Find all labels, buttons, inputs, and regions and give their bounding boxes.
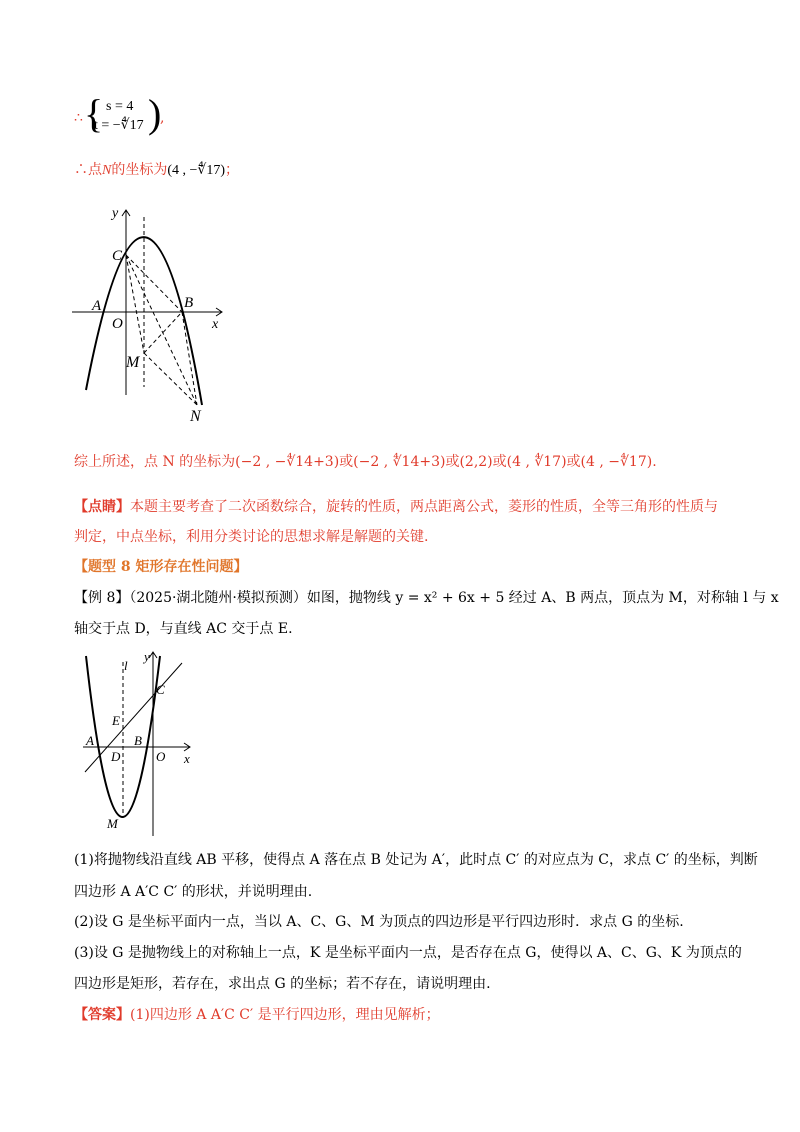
label-y-2: y: [144, 649, 150, 664]
question-1-line-1: (1)将抛物线沿直线 AB 平移，使得点 A 落在点 B 处记为 A′，此时点 C′ 的对应点为 C，求点 C′ 的坐标，判断: [74, 852, 758, 868]
question-2: (2)设 G 是坐标平面内一点，当以 A、C、G、M 为顶点的四边形是平行四边形时．求点 G 的坐标.: [74, 914, 684, 930]
n-coordinate-line: [74, 160, 239, 181]
n-coord: (4 , −∜17): [167, 163, 225, 178]
label-n: N: [190, 408, 201, 425]
comment-line-1: [74, 497, 718, 517]
label-c-2: C: [156, 682, 165, 697]
label-c: C: [112, 248, 123, 264]
label-m-2: M: [107, 816, 118, 831]
answer-text: (1)四边形 A A′C C′ 是平行四边形，理由见解析；: [130, 1007, 440, 1023]
section-title: 【题型 8 矩形存在性问题】: [74, 559, 248, 575]
label-x: x: [212, 317, 219, 332]
example-line-1: 【例 8】（2025·湖北随州·模拟预测）如图，抛物线 y = x² + 6x + 5 经过 A、B 两点，顶点为 M，对称轴 l 与 x: [74, 590, 779, 606]
label-b-2: B: [134, 733, 142, 748]
n-prefix: ∴点: [74, 162, 102, 178]
left-brace: {: [84, 91, 104, 136]
label-x-2: x: [184, 751, 190, 766]
summary-line: 综上所述，点 N 的坐标为(−2 , −∜14+3)或(−2 , ∜14+3)或(2,2)或(4 , ∜17)或(4 , −∜17).: [74, 454, 657, 470]
comment-text-1: 本题主要考查了二次函数综合，旋转的性质，两点距离公式，菱形的性质，全等三角形的性质与: [130, 499, 718, 515]
label-o: O: [112, 316, 123, 332]
n-end: ；: [224, 162, 239, 178]
question-3-line-2: 四边形是矩形，若存在，求出点 G 的坐标；若不存在，请说明理由.: [74, 976, 491, 992]
segment-mn: [144, 353, 197, 405]
figure-1: [60, 195, 240, 430]
system-tail: ,: [160, 110, 165, 126]
segment-cm: [126, 255, 144, 353]
n-mid: 的坐标为: [111, 162, 168, 178]
question-1-line-2: 四边形 A A′C C′ 的形状，并说明理由.: [74, 884, 313, 900]
parabola-2: [86, 656, 160, 817]
comment-tag: 【点睛】: [74, 499, 130, 515]
label-l: l: [124, 658, 128, 673]
label-a: A: [92, 298, 102, 314]
label-b: B: [184, 295, 194, 311]
example-line-2: 轴交于点 D，与直线 AC 交于点 E.: [74, 621, 293, 637]
equation-t: t = −∜17: [94, 118, 144, 133]
label-a-2: A: [86, 733, 94, 748]
n-var: N: [102, 163, 112, 178]
label-d: D: [111, 749, 121, 764]
question-3-line-1: (3)设 G 是抛物线上的对称轴上一点，K 是坐标平面内一点，是否存在点 G，使得以 A、C、G、K 为顶点的: [74, 945, 742, 961]
right-brace: ): [148, 91, 162, 136]
label-m: M: [126, 354, 140, 371]
answer-tag: 【答案】: [74, 1007, 130, 1023]
comment-line-2: 判定，中点坐标，利用分类讨论的思想求解是解题的关键.: [74, 529, 429, 545]
equation-s: s = 4: [106, 99, 134, 114]
figure-2: [80, 648, 200, 840]
label-o-2: O: [156, 749, 166, 764]
label-y: y: [112, 206, 119, 221]
label-e: E: [112, 713, 120, 728]
line-ac: [85, 663, 182, 772]
answer-line: [74, 1005, 440, 1025]
segment-bn: [182, 312, 197, 405]
therefore-symbol: ∴: [74, 110, 83, 126]
